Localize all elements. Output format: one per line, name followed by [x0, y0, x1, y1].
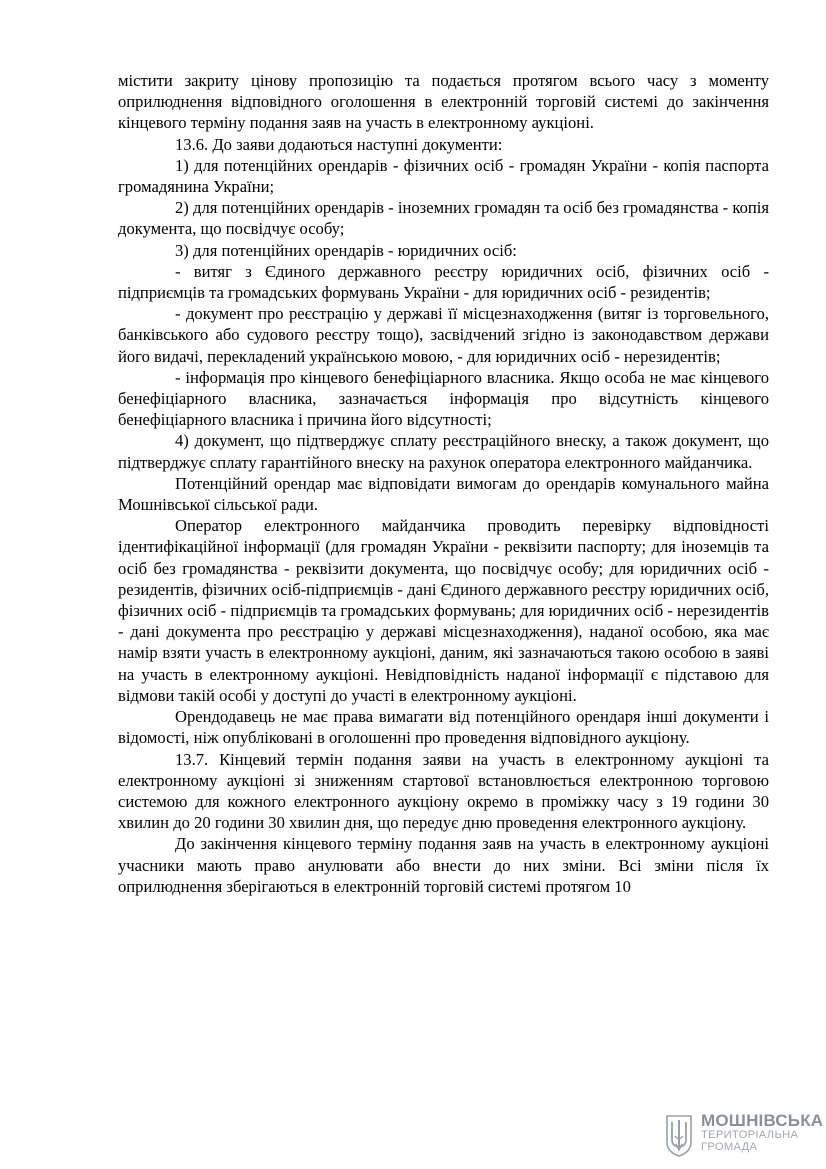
paragraph: - витяг з Єдиного державного реєстру юридичних осіб, фізичних осіб - підприємців та громадських формувань України - для юридичних осіб - резидентів;: [118, 261, 769, 303]
document-body: [118, 70, 769, 897]
logo-subtitle-line2: ГРОМАДА: [701, 1141, 758, 1154]
paragraph: 4) документ, що підтверджує сплату реєстраційного внеску, а також документ, що підтверджує сплату гарантійного внеску на рахунок оператора електронного майданчика.: [118, 431, 769, 472]
paragraph: Орендодавець не має права вимагати від потенційного орендаря інші документи і відомості, ніж опубліковані в оголошенні про проведення відповідного аукціону.: [118, 707, 769, 748]
paragraph: 13.6. До заяви додаються наступні документи:: [175, 134, 503, 154]
paragraph: 3) для потенційних орендарів - юридичних осіб:: [175, 240, 517, 260]
community-logo: [664, 1111, 824, 1160]
paragraph: 13.7. Кінцевий термін подання заяви на участь в електронному аукціоні та електронному аукціоні зі зниженням стартової встановлюється електронною торговою системою для кожного електронного аукціону окремо в проміжку часу з 19 години 30 хвилин до 20 години 30 хвилин дня, що передує дню проведення електронного аукціону.: [118, 749, 769, 833]
logo-name: МОШНІВСЬКА: [701, 1111, 824, 1130]
paragraph: - інформація про кінцевого бенефіціарного власника. Якщо особа не має кінцевого бенефіціарного власника, зазначається інформація про відсутність кінцевого бенефіціарного власника і причина його відсутності;: [118, 367, 769, 430]
paragraph: 2) для потенційних орендарів - іноземних громадян та осіб без громадянства - копія документа, що посвідчує особу;: [118, 198, 769, 239]
paragraph: До закінчення кінцевого терміну подання заяв на участь в електронному аукціоні учасники мають право анулювати або внести до них зміни. Всі зміни після їх оприлюднення зберігаються в електронній торговій системі протягом 10: [118, 834, 769, 896]
paragraph: містити закриту цінову пропозицію та подається протягом всього часу з моменту оприлюднення відповідного оголошення в електронній торговій системі до закінчення кінцевого терміну подання заяв на участь в електронному аукціоні.: [118, 71, 769, 133]
paragraph: Оператор електронного майданчика проводить перевірку відповідності ідентифікаційної інформації (для громадян України - реквізити паспорту; для іноземців та осіб без громадянства - реквізити документа, що посвідчує особу; для юридичних осіб - резидентів, фізичних осіб-підприємців - дані Єдиного державного реєстру юридичних осіб, фізичних осіб - підприємців та громадських формувань; для юридичних осіб - нерезидентів - дані документа про реєстрацію у державі місцезнаходження), наданої особою, яка має намір взяти участь в електронному аукціоні, даним, які зазначаються такою особою в заяві на участь в електронному аукціоні. Невідповідність наданої інформації є підставою для відмови такій особі у доступі до участі в електронному аукціоні.: [118, 516, 769, 705]
logo-text: [701, 1112, 823, 1153]
trident-icon: [664, 1114, 694, 1158]
paragraph: Потенційний орендар має відповідати вимогам до орендарів комунального майна Мошнівської сільської ради.: [118, 473, 769, 515]
logo-subtitle-line1: ТЕРИТОРІАЛЬНА: [701, 1129, 799, 1141]
paragraph: - документ про реєстрацію у державі її місцезнаходження (витяг із торговельного, банківського або судового реєстру тощо), засвідчений згідно із законодавством держави його видачі, перекладений українською мовою, - для юридичних осіб - нерезидентів;: [118, 304, 769, 366]
paragraph: 1) для потенційних орендарів - фізичних осіб - громадян України - копія паспорта громадянина України;: [118, 155, 769, 197]
